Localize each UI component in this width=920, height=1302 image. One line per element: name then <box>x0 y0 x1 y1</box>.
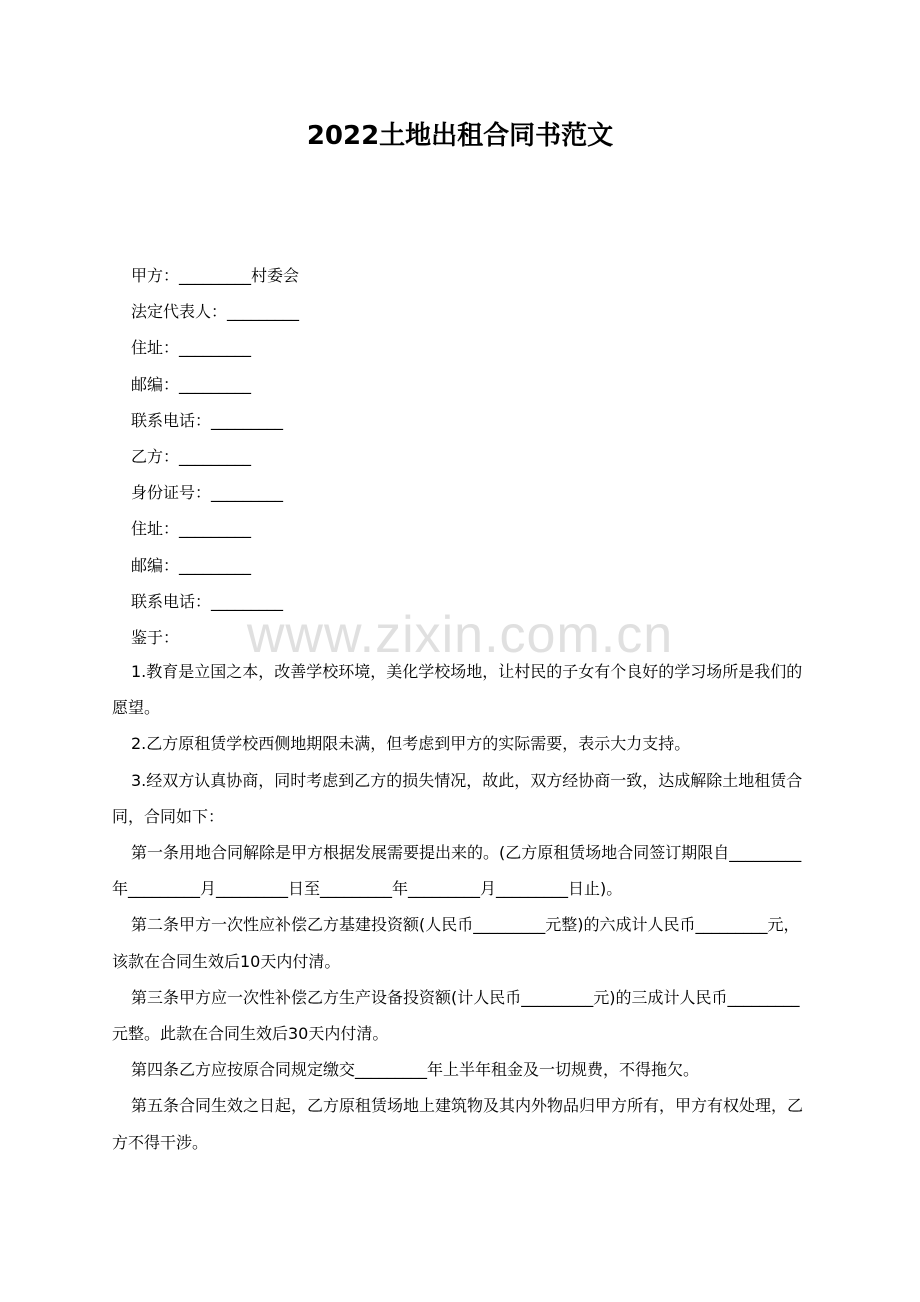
party-b-postcode-line: 邮编：_________ <box>131 555 252 575</box>
article-2: 第二条甲方一次性应补偿乙方基建投资额(人民币_________元整)的六成计人民币_________元，该款在合同生效后10天内付清。 <box>112 915 800 971</box>
recital-1: 1.教育是立国之本，改善学校环境，美化学校场地，让村民的子女有个良好的学习场所是我们的愿望。 <box>112 662 803 718</box>
party-a-phone-line: 联系电话：_________ <box>131 410 284 430</box>
article-1: 第一条用地合同解除是甲方根据发展需要提出来的。(乙方原租赁场地合同签订期限自_________年_________月_________日至_________年_________月_________日止)。 <box>112 843 802 899</box>
party-b-line: 乙方：_________ <box>131 446 252 466</box>
whereas-heading: 鉴于： <box>131 627 180 647</box>
party-a-line: 甲方：_________村委会 <box>131 266 300 285</box>
recital-3: 3.经双方认真协商，同时考虑到乙方的损失情况，故此，双方经协商一致，达成解除土地租赁合同，合同如下： <box>112 770 803 826</box>
article-4: 第四条乙方应按原合同规定缴交_________年上半年租金及一切规费，不得拖欠。 <box>131 1060 700 1080</box>
article-3: 第三条甲方应一次性补偿乙方生产设备投资额(计人民币_________元)的三成计人民币_________元整。此款在合同生效后30天内付清。 <box>112 987 800 1044</box>
article-5: 第五条合同生效之日起，乙方原租赁场地上建筑物及其内外物品归甲方所有，甲方有权处理，乙方不得干涉。 <box>112 1096 804 1152</box>
party-a-address-line: 住址：_________ <box>131 338 252 358</box>
legal-representative-line: 法定代表人：_________ <box>131 302 300 322</box>
party-info-section <box>131 258 831 656</box>
party-b-id-line: 身份证号：_________ <box>131 483 284 503</box>
party-b-address-line: 住址：_________ <box>131 519 252 539</box>
contract-body <box>112 654 812 1161</box>
document-title: 2022土地出租合同书范文 <box>306 121 614 151</box>
party-b-phone-line: 联系电话：_________ <box>131 591 284 611</box>
watermark: www.zixin.com.cn <box>246 606 674 664</box>
recital-2: 2.乙方原租赁学校西侧地期限未满，但考虑到甲方的实际需要，表示大力支持。 <box>131 734 691 754</box>
party-a-postcode-line: 邮编：_________ <box>131 374 252 394</box>
